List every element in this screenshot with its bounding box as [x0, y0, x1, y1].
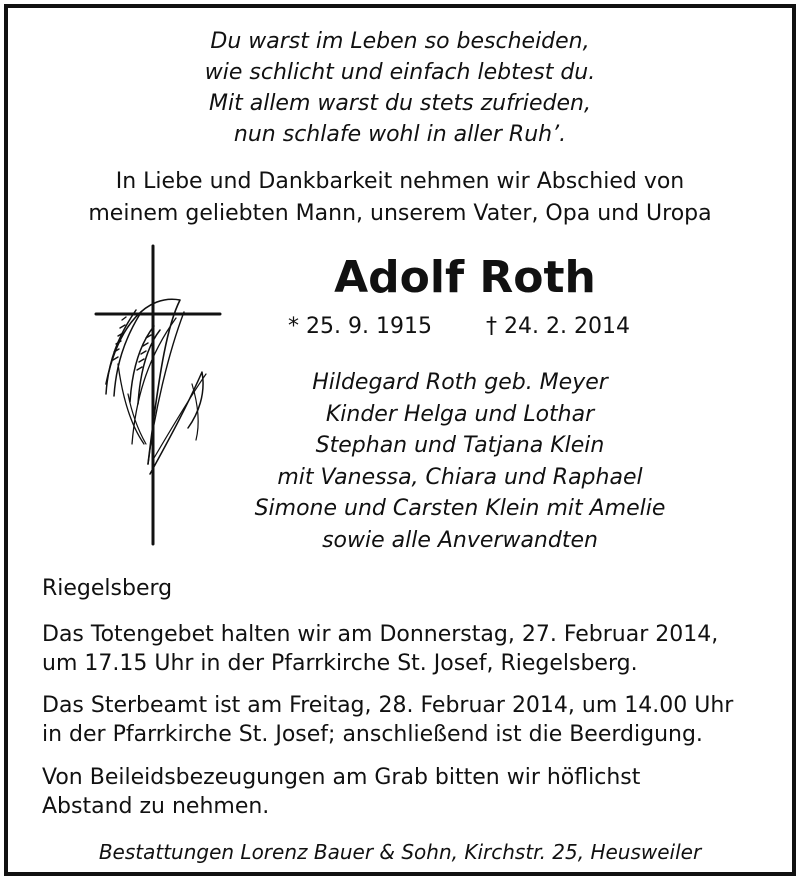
condolence-line: Abstand zu nehmen. [42, 794, 270, 819]
mourner-line: mit Vanessa, Chiara und Raphael [277, 464, 643, 490]
poem-line: nun schlafe wohl in aller Ruh’. [233, 122, 567, 147]
condolence-note [42, 763, 772, 821]
memorial-poem [0, 26, 800, 150]
farewell-intro [0, 166, 800, 230]
intro-line: meinem geliebten Mann, unserem Vater, Opa und Uropa [88, 201, 712, 226]
prayer-announcement [42, 620, 772, 678]
mourner-line: Stephan und Tatjana Klein [315, 433, 605, 458]
prayer-line: Das Totengebet halten wir am Donnerstag, 27. Februar 2014, [42, 622, 719, 647]
mourner-line: Kinder Helga und Lothar [325, 401, 595, 427]
place-name: Riegelsberg [42, 576, 173, 601]
intro-line: In Liebe und Dankbarkeit nehmen wir Abschied von [115, 169, 685, 194]
requiem-line: in der Pfarrkirche St. Josef; anschließend ist die Beerdigung. [42, 722, 703, 747]
deceased-name: Adolf Roth [334, 252, 596, 303]
mourner-line: sowie alle Anverwandten [322, 527, 598, 553]
poem-line: wie schlicht und einfach lebtest du. [204, 60, 596, 85]
mourner-line: Simone und Carsten Klein mit Amelie [254, 496, 666, 521]
funeral-home-footer: Bestattungen Lorenz Bauer & Sohn, Kirchstr. 25, Heusweiler [98, 840, 702, 864]
mourner-line: Hildegard Roth geb. Meyer [312, 370, 608, 395]
condolence-line: Von Beileidsbezeugungen am Grab bitten wir höflichst [42, 765, 641, 790]
requiem-announcement [42, 691, 772, 749]
prayer-line: um 17.15 Uhr in der Pfarrkirche St. Josef, Riegelsberg. [42, 651, 638, 676]
birth-date: * 25. 9. 1915 [288, 314, 432, 339]
poem-line: Mit allem warst du stets zufrieden, [209, 91, 591, 116]
death-date: † 24. 2. 2014 [486, 314, 630, 339]
poem-line: Du warst im Leben so bescheiden, [210, 29, 590, 54]
requiem-line: Das Sterbeamt ist am Freitag, 28. Februar 2014, um 14.00 Uhr [42, 693, 734, 718]
mourners-list [230, 367, 690, 556]
cross-with-wheat-icon [88, 244, 228, 548]
